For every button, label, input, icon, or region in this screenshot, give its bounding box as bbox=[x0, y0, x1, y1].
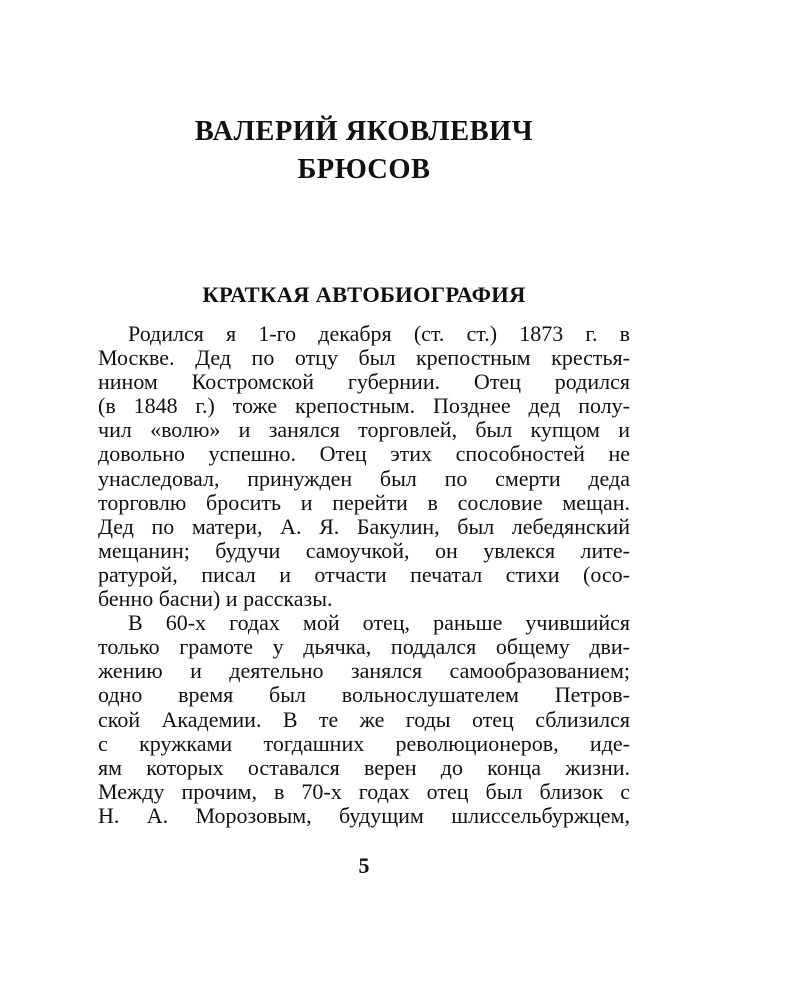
text-line: одно время был вольнослушателем Петров- bbox=[98, 682, 630, 708]
paragraph-2 bbox=[98, 611, 630, 828]
author-name-line-2: БРЮСОВ bbox=[297, 154, 431, 185]
text-line: ратурой, писал и отчасти печатал стихи (осо- bbox=[98, 561, 630, 587]
text-line: бенно басни) и рассказы. bbox=[98, 586, 333, 612]
section-title: КРАТКАЯ АВТОБИОГРАФИЯ bbox=[202, 282, 526, 307]
text-line: только грамоте у дьячка, поддался общему дви- bbox=[98, 634, 630, 660]
author-name-line-1: ВАЛЕРИЙ ЯКОВЛЕВИЧ bbox=[194, 116, 534, 147]
text-line: жению и деятельно занялся самообразованием; bbox=[98, 658, 630, 684]
text-line: Москве. Дед по отцу был крепостным крестья- bbox=[98, 345, 630, 371]
text-line: мещанин; будучи самоучкой, он увлекся лите- bbox=[98, 537, 630, 563]
author-name bbox=[98, 113, 630, 189]
text-line: с кружками тогдашних революционеров, иде- bbox=[98, 730, 630, 756]
text-line: ской Академии. В те же годы отец сблизился bbox=[98, 706, 630, 732]
paragraph-1 bbox=[98, 322, 630, 611]
text-line: Между прочим, в 70-х годах отец был близок с bbox=[98, 778, 630, 804]
text-line: ям которых оставался верен до конца жизни. bbox=[98, 754, 630, 780]
text-line: Родился я 1-го декабря (ст. ст.) 1873 г. в bbox=[128, 321, 630, 346]
text-line: (в 1848 г.) тоже крепостным. Позднее дед полу- bbox=[98, 393, 630, 419]
text-line: нином Костромской губернии. Отец родился bbox=[98, 369, 630, 395]
text-line: унаследовал, принужден был по смерти деда bbox=[98, 465, 630, 491]
text-line: Дед по матери, А. Я. Бакулин, был лебедянский bbox=[98, 513, 630, 539]
text-line: довольно успешно. Отец этих способностей не bbox=[98, 441, 630, 467]
text-line: чил «волю» и занялся торговлей, был купцом и bbox=[98, 417, 630, 443]
text-line: В 60-х годах мой отец, раньше учившийся bbox=[128, 610, 630, 636]
body-text bbox=[98, 322, 630, 828]
text-line: торговлю бросить и перейти в сословие мещан. bbox=[98, 489, 630, 515]
page-number: 5 bbox=[358, 853, 370, 878]
text-line: Н. А. Морозовым, будущим шлиссельбуржцем, bbox=[98, 802, 630, 828]
